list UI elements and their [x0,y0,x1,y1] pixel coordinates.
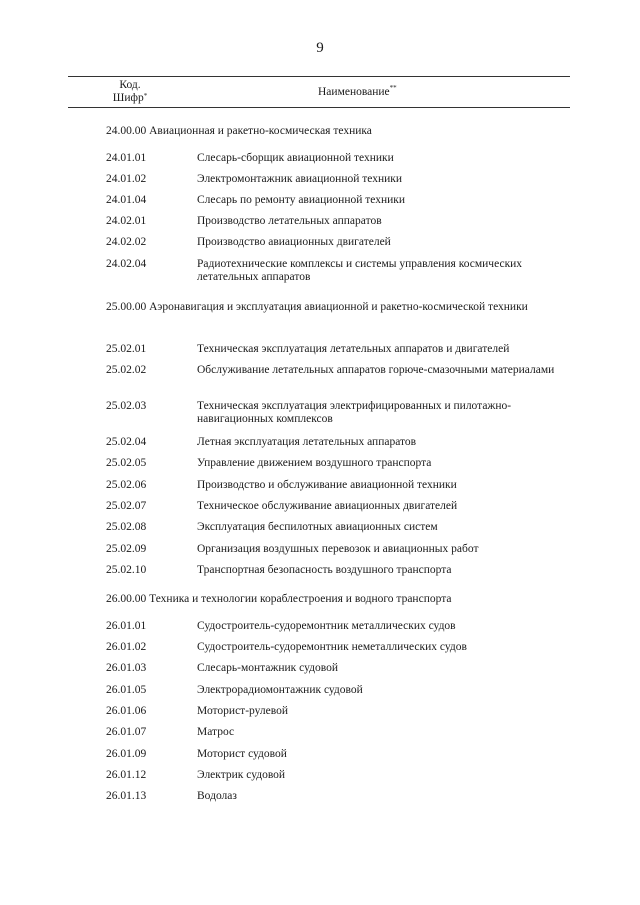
row-code: 25.02.09 [106,543,147,555]
row-name: Организация воздушных перевозок и авиационных работ [197,543,479,555]
row-name: Судостроитель-судоремонтник неметаллических судов [197,641,467,653]
page-number: 9 [316,40,324,56]
row-code: 25.02.02 [106,364,147,376]
row-name: Производство летательных аппаратов [197,215,382,227]
row-code: 25.02.04 [106,436,147,448]
row-name: Электрик судовой [197,769,286,781]
row-name: Матрос [197,726,235,738]
row-name: Моторист судовой [197,748,287,760]
row-name: Летная эксплуатация летательных аппаратов [197,436,417,448]
row-code: 25.02.03 [106,400,147,412]
row-name: Слесарь-сборщик авиационной техники [197,152,394,164]
row-name: Слесарь по ремонту авиационной техники [197,194,406,206]
row-name: Электрорадиомонтажник судовой [197,684,363,696]
row-code: 25.02.05 [106,457,147,469]
row-name: Радиотехнические комплексы и системы управления космических летательных аппаратов [197,258,523,283]
row-code: 25.02.07 [106,500,147,512]
group-heading: 24.00.00 Авиационная и ракетно-космическая техника [106,125,372,137]
row-name: Моторист-рулевой [197,705,288,717]
row-code: 24.01.02 [106,173,147,185]
row-code: 24.02.02 [106,236,147,248]
header-code-text: Шифр [112,92,144,104]
row-code: 25.02.08 [106,521,147,533]
row-code: 26.01.03 [106,662,147,674]
row-code: 25.02.06 [106,479,147,491]
row-code: 24.02.04 [106,258,147,270]
row-name: Техническая эксплуатация электрифицированных и пилотажно-навигационных комплексов [197,400,512,425]
row-code: 24.01.04 [106,194,147,206]
row-name: Транспортная безопасность воздушного транспорта [197,564,452,576]
header-name-text: Наименование [318,86,390,98]
row-name: Электромонтажник авиационной техники [197,173,403,185]
row-name: Производство авиационных двигателей [197,236,391,248]
row-code: 26.01.01 [106,620,147,632]
row-code: 25.02.01 [106,343,147,355]
row-code: 26.01.12 [106,769,147,781]
group-heading: 26.00.00 Техника и технологии кораблестроения и водного транспорта [106,593,452,605]
row-name: Эксплуатация беспилотных авиационных систем [197,521,438,533]
row-code: 26.01.05 [106,684,147,696]
row-code: 24.02.01 [106,215,147,227]
row-code: 26.01.09 [106,748,147,760]
header-code-footnote-mark: * [143,92,148,100]
header-code-line1: Код. [119,79,141,91]
row-code: 26.01.13 [106,790,147,802]
row-name: Техническая эксплуатация летательных аппаратов и двигателей [197,343,510,355]
row-code: 26.01.02 [106,641,147,653]
row-code: 26.01.07 [106,726,147,738]
group-heading: 25.00.00 Аэронавигация и эксплуатация авиационной и ракетно-космической техники [106,301,528,313]
row-name: Техническое обслуживание авиационных двигателей [197,500,458,512]
row-name: Управление движением воздушного транспорта [197,457,432,469]
header-name-footnote-mark: ** [389,84,397,92]
row-code: 24.01.01 [106,152,147,164]
row-name: Судостроитель-судоремонтник металлических судов [197,620,456,632]
row-code: 26.01.06 [106,705,147,717]
row-code: 25.02.10 [106,564,147,576]
row-name: Производство и обслуживание авиационной техники [197,479,457,491]
row-name: Водолаз [197,790,237,802]
row-name: Слесарь-монтажник судовой [197,662,338,674]
row-name: Обслуживание летательных аппаратов горюче-смазочными материалами [197,364,555,376]
